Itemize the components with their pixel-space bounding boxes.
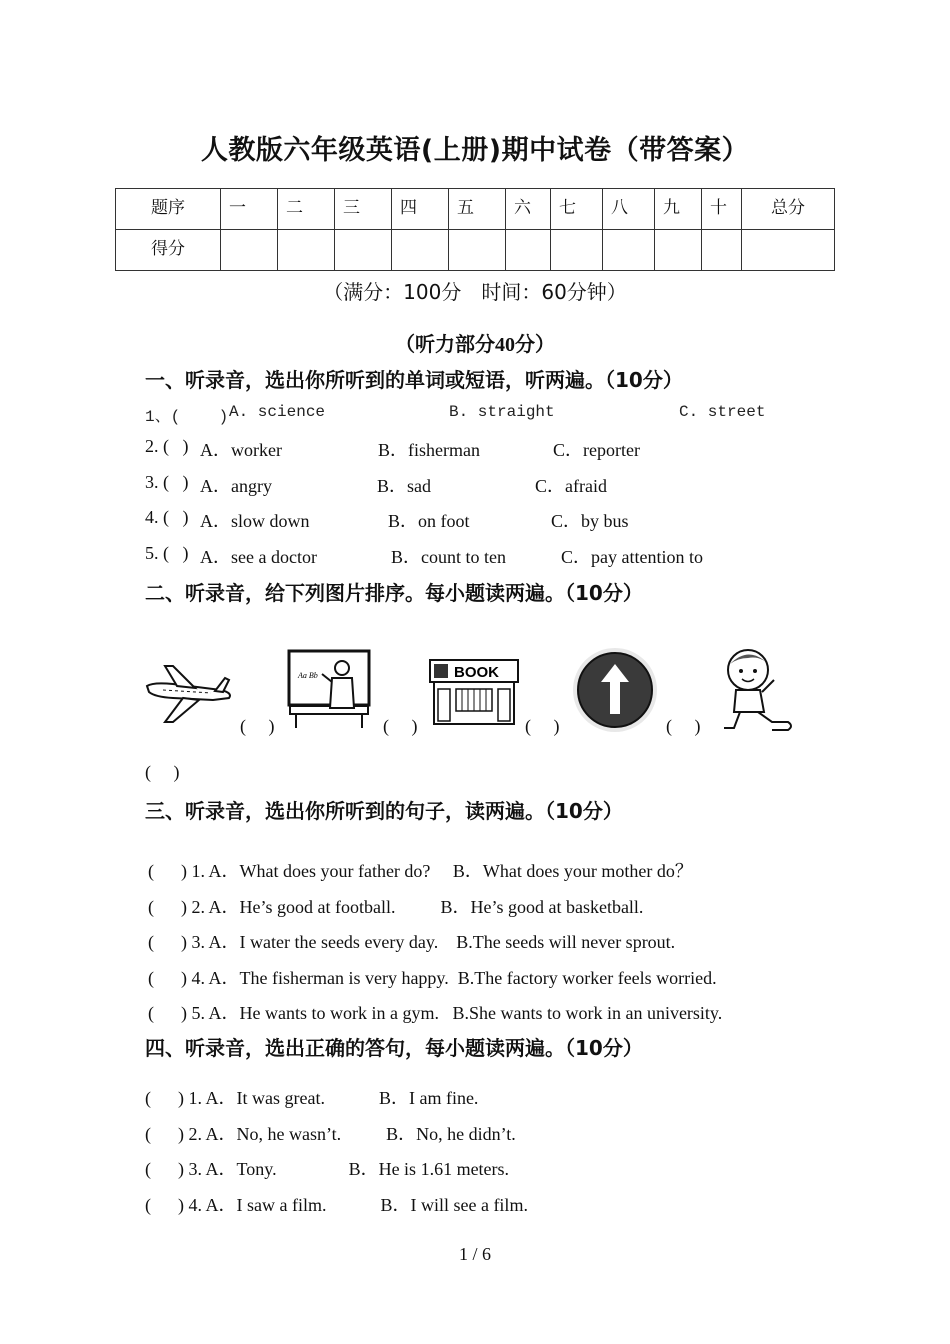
q4-number: 4. ( ) bbox=[145, 507, 189, 527]
teacher-icon bbox=[286, 648, 372, 730]
section-1-heading: 一、听录音，选出你所听到的单词或短语，听两遍。（10分） bbox=[145, 368, 683, 392]
score-input-cell[interactable] bbox=[603, 230, 655, 271]
section-4-heading: 四、听录音，选出正确的答句，每小题读两遍。（10分） bbox=[145, 1036, 643, 1060]
picture-1-blank[interactable]: ( ) bbox=[240, 716, 275, 736]
score-cell: 六 bbox=[506, 189, 551, 230]
score-input-cell[interactable] bbox=[392, 230, 449, 271]
section-3-heading: 三、听录音，选出你所听到的句子，读两遍。（10分） bbox=[145, 799, 623, 823]
score-input-cell[interactable] bbox=[655, 230, 702, 271]
q2-number: 2. ( ) bbox=[145, 436, 189, 456]
s3-question-4: ( ) 4. A．The fisherman is very happy. B.The factory worker feels worried. bbox=[148, 968, 717, 988]
page-number: 1 / 6 bbox=[458, 1244, 491, 1264]
score-cell: 五 bbox=[449, 189, 506, 230]
score-cell: 总分 bbox=[742, 189, 835, 230]
exam-info: （满分：100分 时间：60分钟） bbox=[323, 280, 627, 304]
page-title: 人教版六年级英语(上册)期中试卷（带答案） bbox=[200, 135, 750, 166]
s4-question-3: ( ) 3. A．Tony. B．He is 1.61 meters. bbox=[145, 1159, 510, 1179]
picture-4-blank[interactable]: ( ) bbox=[666, 716, 701, 736]
score-input-cell[interactable] bbox=[506, 230, 551, 271]
score-input-cell[interactable] bbox=[278, 230, 335, 271]
score-input-cell[interactable] bbox=[742, 230, 835, 271]
score-cell: 三 bbox=[335, 189, 392, 230]
score-table-header-row bbox=[116, 189, 835, 230]
q5-number: 5. ( ) bbox=[145, 543, 189, 563]
s4-question-1: ( ) 1. A．It was great. B．I am fine. bbox=[145, 1088, 479, 1108]
q5-option-c: C．pay attention to bbox=[561, 547, 703, 567]
s3-question-3: ( ) 3. A．I water the seeds every day. B.The seeds will never sprout. bbox=[148, 932, 676, 952]
score-table bbox=[115, 188, 835, 271]
q4-option-a: A．slow down bbox=[200, 511, 310, 531]
s3-question-1: ( ) 1. A．What does your father do? B．What does your mother do？ bbox=[148, 861, 693, 881]
score-table-score-row bbox=[116, 230, 835, 271]
picture-5-blank[interactable]: ( ) bbox=[145, 762, 180, 782]
bookstore-sign: BOOK bbox=[454, 664, 499, 681]
score-input-cell[interactable] bbox=[449, 230, 506, 271]
board-text: Aa Bb bbox=[298, 671, 318, 680]
score-cell: 十 bbox=[702, 189, 742, 230]
score-cell: 八 bbox=[603, 189, 655, 230]
score-input-cell[interactable] bbox=[221, 230, 278, 271]
picture-3-blank[interactable]: ( ) bbox=[525, 716, 560, 736]
s3-question-2: ( ) 2. A．He’s good at football. B．He’s good at basketball. bbox=[148, 897, 644, 917]
q1-option-c: C. street bbox=[679, 403, 766, 421]
score-cell: 二 bbox=[278, 189, 335, 230]
s4-question-2: ( ) 2. A．No, he wasn’t. B．No, he didn’t. bbox=[145, 1124, 516, 1144]
boy-icon bbox=[718, 646, 796, 732]
score-input-cell[interactable] bbox=[335, 230, 392, 271]
q2-option-a: A．worker bbox=[200, 440, 282, 460]
score-cell: 一 bbox=[221, 189, 278, 230]
q4-option-c: C．by bus bbox=[551, 511, 629, 531]
picture-2-blank[interactable]: ( ) bbox=[383, 716, 418, 736]
score-input-cell[interactable] bbox=[702, 230, 742, 271]
q1-option-a: A. science bbox=[229, 403, 326, 421]
score-cell: 七 bbox=[551, 189, 603, 230]
q2-option-c: C．reporter bbox=[553, 440, 640, 460]
q5-option-b: B．count to ten bbox=[391, 547, 506, 567]
go-straight-sign-icon bbox=[571, 646, 659, 734]
score-cell: 得分 bbox=[116, 230, 221, 271]
q4-option-b: B．on foot bbox=[388, 511, 470, 531]
score-cell: 四 bbox=[392, 189, 449, 230]
q5-option-a: A．see a doctor bbox=[200, 547, 317, 567]
q2-option-b: B．fisherman bbox=[378, 440, 480, 460]
q1-option-b: B. straight bbox=[449, 403, 555, 421]
q3-option-b: B．sad bbox=[377, 476, 431, 496]
score-input-cell[interactable] bbox=[551, 230, 603, 271]
listening-header: （听力部分40分） bbox=[395, 334, 555, 356]
airplane-icon bbox=[143, 660, 235, 726]
s4-question-4: ( ) 4. A．I saw a film. B．I will see a film. bbox=[145, 1195, 528, 1215]
score-cell: 题序 bbox=[116, 189, 221, 230]
q1-number: 1、( ) bbox=[145, 408, 229, 426]
q3-number: 3. ( ) bbox=[145, 472, 189, 492]
s3-question-5: ( ) 5. A．He wants to work in a gym. B.She wants to work in an university. bbox=[148, 1003, 723, 1023]
score-cell: 九 bbox=[655, 189, 702, 230]
q3-option-c: C．afraid bbox=[535, 476, 607, 496]
section-2-heading: 二、听录音，给下列图片排序。每小题读两遍。（10分） bbox=[145, 581, 643, 605]
q3-option-a: A．angry bbox=[200, 476, 272, 496]
bookstore-icon bbox=[428, 657, 520, 727]
